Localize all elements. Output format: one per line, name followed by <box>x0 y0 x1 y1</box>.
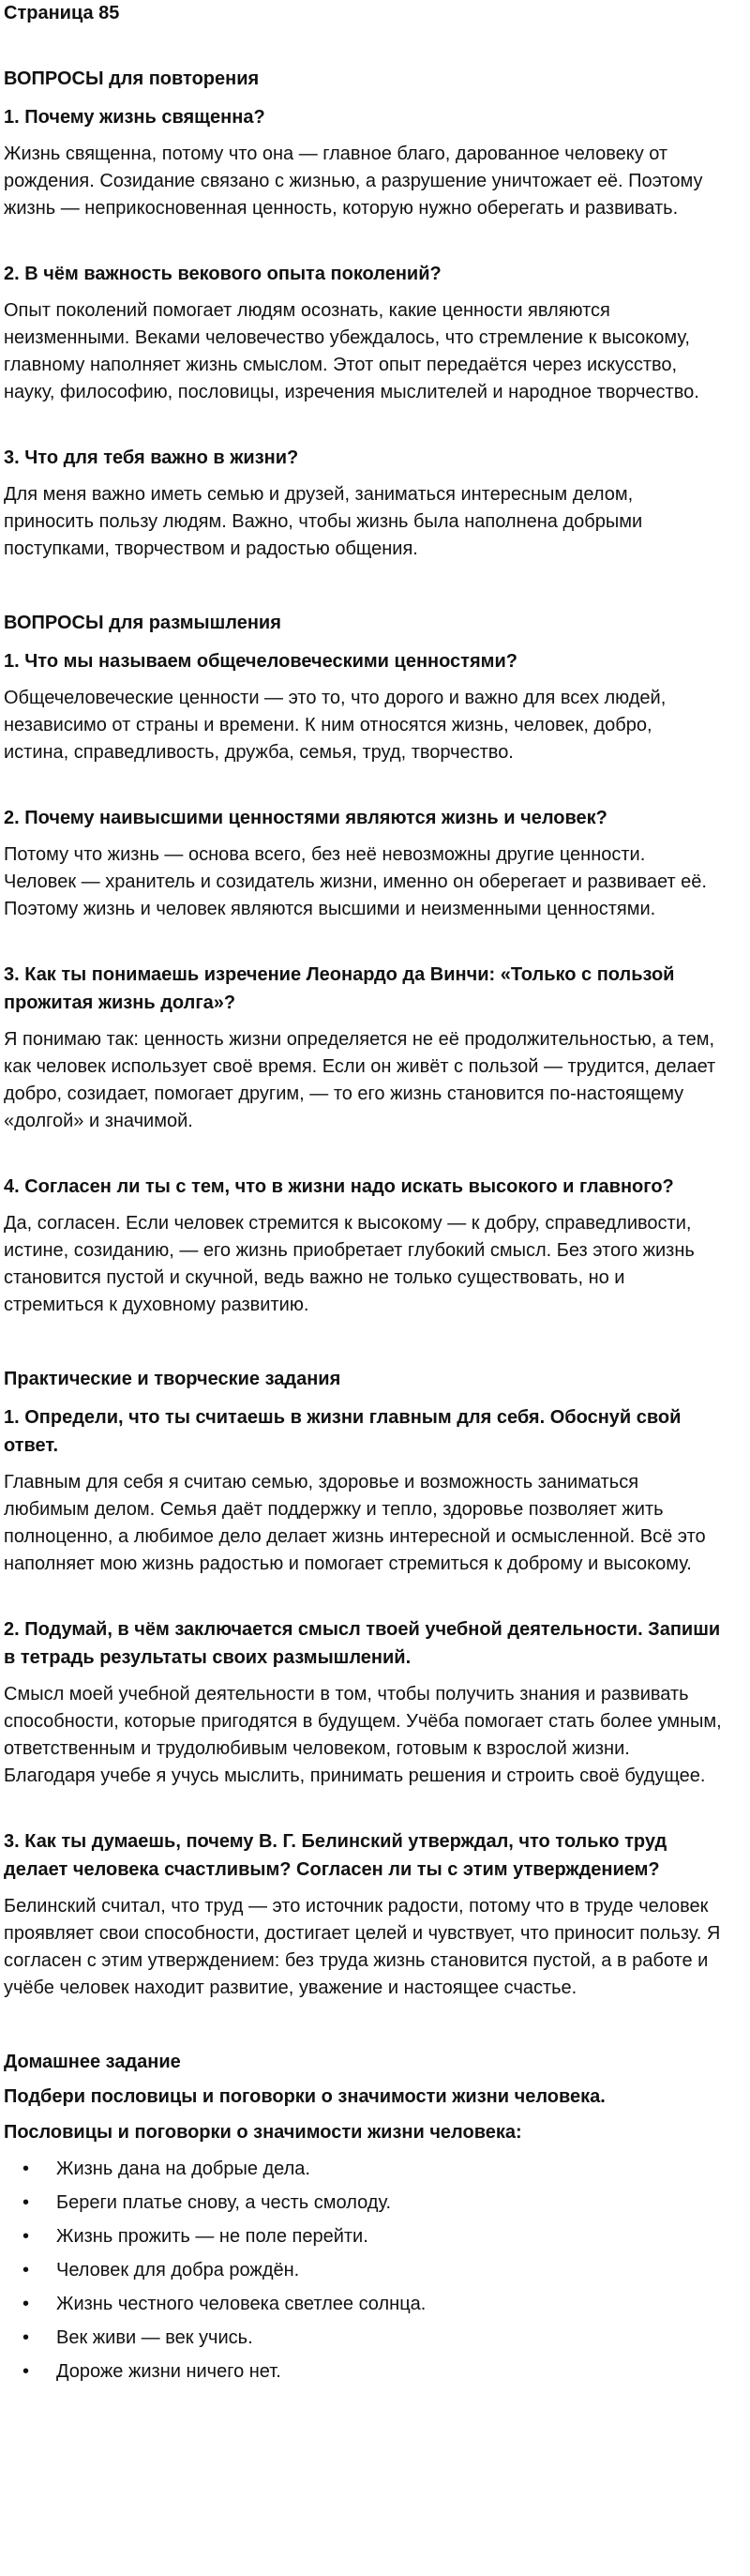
question-block <box>4 1615 722 1790</box>
proverb-text: Век живи — век учись. <box>56 2327 253 2348</box>
answer-text: Да, согласен. Если человек стремится к высокому — к добру, справедливости, истине, созиданию, — его жизнь приобретает глубокий смысл. Без этого жизнь становится пустой и скучной, ведь важно не только существовать, но и стремиться к духовному развитию. <box>4 1213 695 1315</box>
proverb-text: Жизнь прожить — не поле перейти. <box>56 2226 368 2247</box>
question-title: 3. Как ты понимаешь изречение Леонардо да Винчи: «Только с пользой прожитая жизнь долга»? <box>4 964 675 1013</box>
question-title: 1. Почему жизнь священна? <box>4 107 265 128</box>
homework-task: Подбери пословицы и поговорки о значимости жизни человека. <box>4 2086 606 2107</box>
answer-text: Общечеловеческие ценности — это то, что дорого и важно для всех людей, независимо от страны и времени. К ним относятся жизнь, человек, добро, истина, справедливость, дружба, семья, труд, творчество. <box>4 688 667 763</box>
list-item <box>4 2355 722 2388</box>
proverb-list <box>4 2152 722 2388</box>
question-block <box>4 260 722 406</box>
page-title: Страница 85 <box>4 3 120 23</box>
section-practical <box>4 1366 722 2002</box>
answer-text: Жизнь священна, потому что она — главное благо, дарованное человеку от рождения. Созидание связано с жизнью, а разрушение уничтожает её. Поэтому жизнь — неприкосновенная ценность, которую нужно оберегать и развивать. <box>4 144 703 219</box>
answer-text: Я понимаю так: ценность жизни определяется не её продолжительностью, а тем, как человек использует своё время. Если он живёт с пользой — трудится, делает добро, созидает, помогает другим, — то его жизнь становится по-настоящему «долгой» и значимой. <box>4 1029 716 1131</box>
question-block <box>4 1403 722 1578</box>
list-item <box>4 2321 722 2355</box>
question-block <box>4 961 722 1135</box>
proverb-text: Человек для добра рождён. <box>56 2260 300 2281</box>
question-block <box>4 1827 722 2002</box>
bullet-icon: • <box>22 2260 30 2281</box>
section-homework <box>4 2049 722 2388</box>
list-item <box>4 2253 722 2287</box>
question-title: 1. Определи, что ты считаешь в жизни главным для себя. Обоснуй свой ответ. <box>4 1407 682 1456</box>
section-title: ВОПРОСЫ для повторения <box>4 68 260 89</box>
list-item <box>4 2220 722 2253</box>
question-block <box>4 804 722 923</box>
bullet-icon: • <box>22 2361 30 2382</box>
bullet-icon: • <box>22 2226 30 2247</box>
bullet-icon: • <box>22 2159 30 2179</box>
answer-text: Опыт поколений помогает людям осознать, какие ценности являются неизменными. Веками человечество убеждалось, что стремление к высокому, главному наполняет жизнь смыслом. Этот опыт передаётся через искусство, науку, философию, пословицы, изречения мыслителей и народное творчество. <box>4 300 699 402</box>
list-item <box>4 2287 722 2321</box>
proverb-text: Дороже жизни ничего нет. <box>56 2361 281 2382</box>
question-title: 4. Согласен ли ты с тем, что в жизни надо искать высокого и главного? <box>4 1176 674 1197</box>
section-title: ВОПРОСЫ для размышления <box>4 613 281 633</box>
question-title: 2. Подумай, в чём заключается смысл твоей учебной деятельности. Запиши в тетрадь результаты своих размышлений. <box>4 1619 721 1668</box>
answer-text: Главным для себя я считаю семью, здоровье и возможность заниматься любимым делом. Семья даёт поддержку и тепло, здоровье позволяет жить полноценно, а любимое дело делает жизнь интересной и осмысленной. Всё это наполняет мою жизнь радостью и помогает стремиться к доброму и высокому. <box>4 1472 706 1574</box>
answer-text: Для меня важно иметь семью и друзей, заниматься интересным делом, приносить пользу людям. Важно, чтобы жизнь была наполнена добрыми поступками, творчеством и радостью общения. <box>4 484 643 559</box>
section-title: Практические и творческие задания <box>4 1369 341 1389</box>
question-block <box>4 647 722 766</box>
question-block <box>4 103 722 222</box>
proverb-text: Жизнь честного человека светлее солнца. <box>56 2294 427 2314</box>
question-title: 1. Что мы называем общечеловеческими ценностями? <box>4 651 518 672</box>
answer-text: Потому что жизнь — основа всего, без неё невозможны другие ценности. Человек — хранитель и созидатель жизни, именно он оберегает и развивает её. Поэтому жизнь и человек являются высшими и неизменными ценностями. <box>4 844 707 919</box>
question-title: 3. Как ты думаешь, почему В. Г. Белинский утверждал, что только труд делает человека счастливым? Согласен ли ты с этим утверждением? <box>4 1831 668 1880</box>
section-repetition <box>4 66 722 563</box>
question-title: 2. В чём важность векового опыта поколений? <box>4 264 442 284</box>
proverb-text: Береги платье снову, а честь смолоду. <box>56 2192 392 2213</box>
bullet-icon: • <box>22 2192 30 2213</box>
question-block <box>4 444 722 563</box>
homework-title: Домашнее задание <box>4 2052 181 2072</box>
proverb-text: Жизнь дана на добрые дела. <box>56 2159 310 2179</box>
answer-text: Белинский считал, что труд — это источник радости, потому что в труде человек проявляет свои способности, достигает целей и чувствует, что приносит пользу. Я согласен с этим утверждением: без труда жизнь становится пустой, а в работе и учёбе человек находит развитие, уважение и настоящее счастье. <box>4 1896 721 1998</box>
question-title: 3. Что для тебя важно в жизни? <box>4 447 299 468</box>
answer-text: Смысл моей учебной деятельности в том, чтобы получить знания и развивать способности, которые пригодятся в будущем. Учёба помогает стать более умным, ответственным и трудолюбивым человеком, готовым к взрослой жизни. Благодаря учебе я учусь мыслить, принимать решения и строить своё будущее. <box>4 1684 722 1786</box>
homework-subtitle: Пословицы и поговорки о значимости жизни человека: <box>4 2122 522 2143</box>
bullet-icon: • <box>22 2327 30 2348</box>
bullet-icon: • <box>22 2294 30 2314</box>
question-title: 2. Почему наивысшими ценностями являются жизнь и человек? <box>4 808 608 828</box>
list-item <box>4 2152 722 2186</box>
section-reflection <box>4 610 722 1319</box>
list-item <box>4 2186 722 2220</box>
question-block <box>4 1173 722 1319</box>
